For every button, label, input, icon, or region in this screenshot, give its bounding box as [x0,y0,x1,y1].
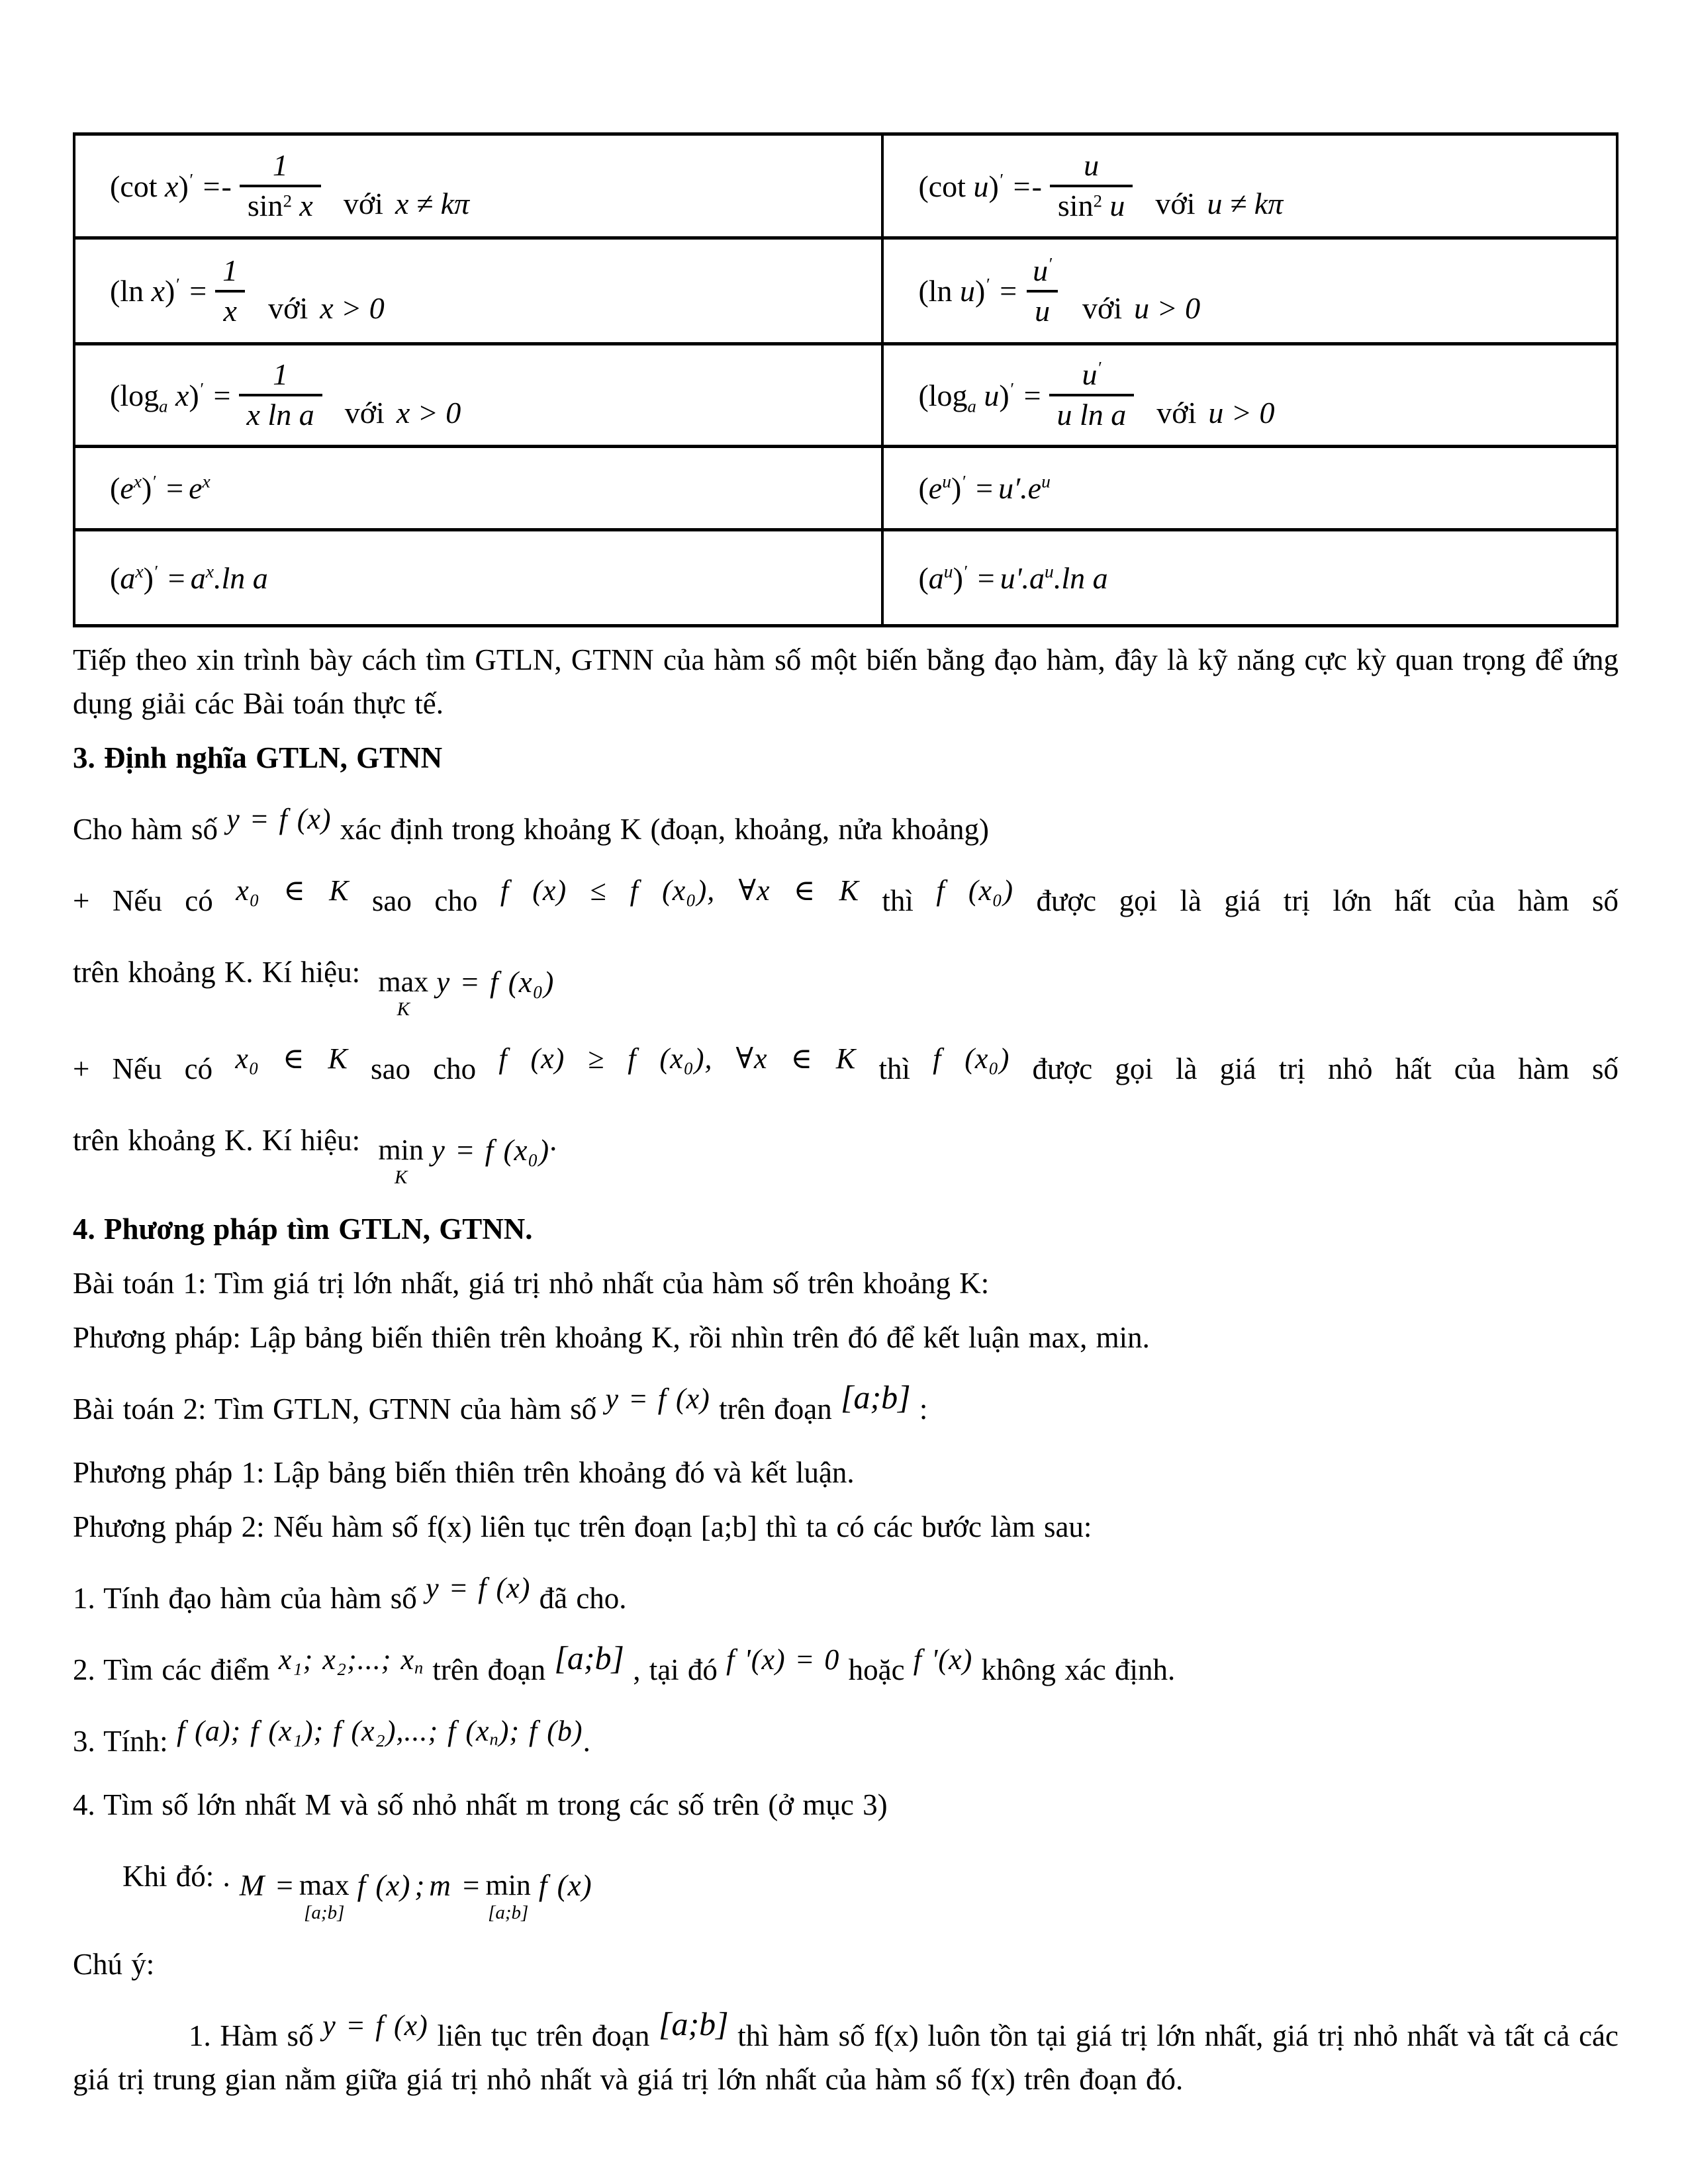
text-run: 1. Hàm số [189,2019,323,2052]
numerator-text: 1 [272,148,288,183]
text-run: xác định trong khoảng K (đoạn, khoảng, nửa khoảng) [331,813,989,846]
base: e [120,471,134,505]
table-row [74,447,1617,530]
prime-mark: ′ [175,274,179,295]
cell-log-x [74,344,882,447]
equals-sign: = [189,274,209,308]
method1-line [73,1451,1618,1494]
cell-ln-u [882,238,1617,344]
voi-label: với [1155,186,1196,220]
numerator-prime: ′ [1097,357,1102,378]
operator-subscript: K [394,1167,408,1188]
rhs-base: a [190,561,206,595]
inline-formula [177,1715,583,1747]
formula-rhs [189,471,211,506]
open-paren: ( [918,561,929,595]
text-run: không xác định. [972,1653,1176,1686]
operator-subscript: K [397,999,410,1020]
formula-rhs: f (x) [357,1869,411,1902]
formula-lhs: m = [429,1869,482,1902]
variable: u [976,378,1000,412]
problem1-line [73,1261,1618,1305]
condition-expression: u > 0 [1134,291,1201,326]
note-paragraph [73,2005,1618,2101]
interval-segment: [a;b] [841,1379,911,1416]
denominator-variable: u ln a [1056,398,1127,432]
limit-operator [378,1136,423,1187]
fraction-denominator [1027,290,1058,329]
rhs-base: a [1029,561,1045,595]
denominator-exponent: 2 [283,191,292,211]
points-list: x₁; x₂;...; x [278,1643,414,1676]
formula-lhs [110,561,191,596]
variable: u [952,274,976,308]
text-run: Tiếp theo xin trình bày cách tìm GTLN, GTNN của hàm số một biến bằng đạo hàm, đây là kỹ năng cực kỳ quan trọng để ứng dụng giải các Bài toán thực tế. [73,643,1618,720]
formula-lhs [918,561,1000,596]
min-notation-line [73,1118,1618,1187]
text-run: Phương pháp 1: Lập bảng biến thiên trên khoảng đó và kết luận. [73,1456,855,1489]
formula-lhs [918,471,998,506]
prime-mark: ′ [188,169,193,189]
text-run: trên khoảng K. Kí hiệu: [73,1124,369,1157]
method-line [73,1316,1618,1359]
table-row [74,134,1617,238]
base: a [928,561,944,595]
close-paren: ) [953,561,963,595]
khi-do-line [73,1854,1618,1923]
derivatives-table [73,132,1618,627]
variable: x [167,378,189,412]
voi-label: với [1082,291,1123,326]
heading-text: 3. Định nghĩa GTLN, GTNN [73,741,443,774]
function-name: (cot [110,169,158,203]
text-run: thì [859,884,937,917]
close-paren: ) [999,378,1009,412]
text-run: + Nếu có [73,1052,236,1085]
formula-lhs [918,378,1046,416]
text-run: , tại đó [624,1653,727,1686]
inline-formula: f (x₀) [936,874,1013,907]
fraction [1050,148,1133,224]
formula-rhs [191,561,268,596]
equals-sign: = [213,378,232,412]
min-formula [374,1136,549,1187]
voi-label: với [344,395,385,430]
condition [1155,186,1283,224]
text-run: Bài toán 2: Tìm GTLN, GTNN của hàm số [73,1392,606,1426]
inline-formula: y = f (x) [226,803,332,835]
fraction-denominator [239,394,322,433]
fraction-denominator [240,185,321,224]
function-name: (log [110,378,160,412]
prime-mark: ′ [962,561,967,581]
formula-rhs: y = f (x₀) [431,1134,550,1167]
variable: u [965,169,989,203]
equals-sign: =- [203,169,233,203]
text-run: Phương pháp 2: Nếu hàm số f(x) liên tục trên đoạn [a;b] thì ta có các bước làm sau: [73,1510,1092,1543]
fraction-denominator [1050,185,1133,224]
formula-lhs [918,169,1047,204]
operator-subscript: [a;b] [488,1902,529,1923]
sentence-period: . [583,1725,590,1758]
condition [1082,291,1200,328]
max-formula [374,968,554,1019]
section4-heading [73,1207,1618,1251]
cell-a-pow-x [74,530,882,626]
prime-mark: ′ [961,471,966,492]
text-run: hoặc [839,1653,914,1686]
function-name: (cot [918,169,966,203]
text-run: trên đoạn [424,1653,555,1686]
rhs-exponent: x [202,471,211,492]
equals-sign: = [976,471,995,505]
rhs-exponent: x [205,560,214,581]
exponent: u [942,471,951,492]
values-list: f (a); f (x₁); f (x₂),...; f (x [176,1715,490,1747]
rhs-base: e [189,471,203,505]
prime-mark: ′ [998,169,1003,189]
equals-sign: = [1000,274,1019,308]
fraction-numerator [1025,253,1060,290]
formula-rhs [1000,561,1108,596]
inline-formula: x₀ ∈ K [235,1042,348,1075]
rhs-suffix: .ln a [213,561,268,595]
values-subscript: n [489,1729,499,1749]
denominator-variable: x [291,189,313,222]
step2-line [73,1639,1618,1692]
max-min-formula [236,1871,592,1923]
text-run: trên đoạn [710,1392,841,1426]
close-paren: ) [165,274,175,308]
text-run: trên khoảng K. Kí hiệu: [73,956,369,989]
min-condition-line [73,1042,1618,1091]
inline-formula: f '(x) = 0 [726,1643,840,1676]
condition-expression: u ≠ kπ [1207,186,1284,220]
operator-name: max [299,1869,350,1901]
condition [1156,395,1274,433]
condition-expression: x > 0 [320,291,385,326]
formula-lhs [110,273,212,308]
denominator-exponent: 2 [1093,191,1102,211]
interval-segment: [a;b] [659,2005,729,2042]
text-run: được gọi là giá trị nhỏ hất của hàm số [1009,1052,1618,1085]
rhs-prefix: u′. [998,471,1028,505]
note-heading [73,1942,1618,1986]
limit-operator [299,1871,350,1923]
formula-lhs [110,169,237,204]
exponent: x [133,471,142,492]
voi-label: với [1156,395,1197,430]
method2-line [73,1505,1618,1549]
operator-subscript: [a;b] [304,1902,345,1923]
numerator-prime: ′ [1048,253,1053,274]
open-paren: ( [110,561,120,595]
condition-expression: u > 0 [1208,395,1275,430]
denominator-variable: u [1102,189,1125,222]
operator-name: min [485,1869,531,1901]
formula-lhs [918,273,1022,308]
values-list-end: ); f (b) [498,1715,583,1747]
inline-formula: f '(x) [913,1643,973,1676]
denominator-variable: x ln a [246,398,314,432]
text-run: thì [856,1052,933,1085]
text-run: + Nếu có [73,884,236,917]
equals-sign: =- [1013,169,1043,203]
inline-formula: f (x) ≤ f (x₀), ∀x ∈ K [500,874,859,907]
cell-exp-x [74,447,882,530]
limit-operator [378,968,428,1019]
fraction [1025,253,1060,329]
formula-lhs: M = [239,1869,295,1902]
fraction [1049,357,1135,433]
function-name: (ln [110,274,144,308]
condition [345,395,461,433]
voi-label: với [343,186,383,220]
table-row [74,344,1617,447]
limit-operator [485,1871,530,1923]
stray-period: . [222,1860,230,1893]
text-run: Khi đó: [122,1860,223,1893]
prime-mark: ′ [152,471,156,492]
heading-text: 4. Phương pháp tìm GTLN, GTNN. [73,1212,533,1246]
sentence-period: . [549,1124,557,1157]
variable: x [144,274,165,308]
condition [344,186,469,224]
table-row [74,238,1617,344]
inline-formula [279,1643,424,1676]
rhs-exponent: u [1045,560,1054,581]
formula-rhs [998,471,1051,506]
prime-mark: ′ [1009,378,1013,398]
fraction [239,357,322,433]
rhs-exponent: u [1041,471,1051,492]
cell-cot-u [882,134,1617,238]
formula-lhs [110,378,236,416]
inline-formula: x₀ ∈ K [236,874,350,907]
exponent: u [943,560,953,581]
close-paren: ) [189,378,199,412]
text-run: thì hàm số f(x) luôn tồn tại giá trị lớn nhất, giá trị nhỏ nhất và tất cả các giá trị trung gian nằm giữa giá trị nhỏ nhất và giá trị lớn nhất của hàm số f(x) trên đoạn đó. [73,2019,1618,2096]
fraction-denominator [215,290,244,329]
text-run: : [910,1392,928,1426]
function-name: (log [918,378,968,412]
fraction-numerator [1076,148,1107,185]
operator-name: max [378,966,429,998]
condition [268,291,385,328]
heading-text: Chú ý: [73,1948,155,1981]
fraction-numerator [265,148,296,185]
prime-mark: ′ [153,561,158,581]
variable: x [157,169,179,203]
condition-expression: x ≠ kπ [395,186,470,220]
max-condition-line [73,874,1618,923]
open-paren: ( [110,471,120,505]
log-base-subscript: a [967,395,976,416]
denominator-function: sin [247,189,283,222]
rhs-prefix: u'. [1000,561,1030,595]
points-subscript: n [414,1657,424,1678]
cell-log-u [882,344,1617,447]
cho-ham-so-line [73,803,1618,851]
base: a [120,561,136,595]
fraction [214,253,246,329]
inline-formula: f (x) ≥ f (x₀), ∀x ∈ K [498,1042,857,1075]
problem2-line [73,1379,1618,1431]
text-run: sao cho [349,884,500,917]
formula-lhs [110,471,189,506]
close-paren: ) [142,471,152,505]
fraction-numerator [1074,357,1109,394]
condition-expression: x > 0 [396,395,461,430]
close-paren: ) [143,561,154,595]
operator-name: min [378,1134,424,1166]
table-row [74,530,1617,626]
max-notation-line [73,950,1618,1019]
equals-sign: = [1023,378,1043,412]
fraction-numerator [214,253,246,290]
fraction-numerator [265,357,296,394]
prime-mark: ′ [985,274,990,295]
numerator-text: 1 [273,357,289,392]
voi-label: với [268,291,308,326]
close-paren: ) [951,471,962,505]
text-run: Phương pháp: Lập bảng biến thiên trên khoảng K, rồi nhìn trên đó để kết luận max, min. [73,1321,1150,1354]
formula-rhs: f (x) [538,1869,592,1902]
section3-heading [73,736,1618,780]
equals-sign: = [977,561,996,595]
text-run: được gọi là giá trị lớn hất của hàm số [1013,884,1618,917]
equals-sign: = [167,561,187,595]
rhs-base: e [1027,471,1042,505]
step4-line [73,1783,1618,1827]
close-paren: ) [178,169,189,203]
denominator-function: sin [1057,189,1094,222]
equals-sign: = [166,471,185,505]
step1-line [73,1572,1618,1620]
text-run: 2. Tìm các điểm [73,1653,279,1686]
inline-formula: f (x₀) [933,1042,1010,1075]
numerator-text: u [1082,357,1098,392]
open-paren: ( [918,471,929,505]
intro-paragraph [73,638,1618,725]
prime-mark: ′ [199,378,203,398]
log-base-subscript: a [159,395,168,416]
close-paren: ) [988,169,999,203]
base: e [928,471,943,505]
function-name: (ln [918,274,953,308]
denominator-variable: u [1035,293,1051,328]
step3-line [73,1715,1618,1763]
cell-exp-u [882,447,1617,530]
numerator-text: u [1084,148,1100,183]
fraction-denominator [1049,394,1135,433]
rhs-suffix: .ln a [1053,561,1108,595]
exponent: x [135,560,144,581]
close-paren: ) [975,274,986,308]
text-run: 3. Tính: [73,1725,177,1758]
cell-a-pow-u [882,530,1617,626]
text-run: 1. Tính đạo hàm của hàm số [73,1582,426,1615]
text-run: sao cho [348,1052,499,1085]
numerator-text: u [1033,253,1049,287]
text-run: 4. Tìm số lớn nhất M và số nhỏ nhất m trong các số trên (ở mục 3) [73,1788,888,1821]
fraction [240,148,321,224]
formula-rhs: y = f (x₀) [436,966,555,999]
cell-cot-x [74,134,882,238]
cell-ln-x [74,238,882,344]
text-run: đã cho. [530,1582,627,1615]
inline-formula: y = f (x) [605,1383,710,1415]
text-run: Cho hàm số [73,813,227,846]
inline-formula: y = f (x) [426,1572,531,1604]
text-run: liên tục trên đoạn [428,2019,659,2052]
text-run: Bài toán 1: Tìm giá trị lớn nhất, giá trị nhỏ nhất của hàm số trên khoảng K: [73,1267,990,1300]
interval-segment: [a;b] [554,1639,624,1676]
numerator-text: 1 [222,253,238,287]
denominator-variable: x [223,293,237,328]
separator: ; [414,1869,426,1902]
inline-formula: y = f (x) [322,2009,428,2042]
